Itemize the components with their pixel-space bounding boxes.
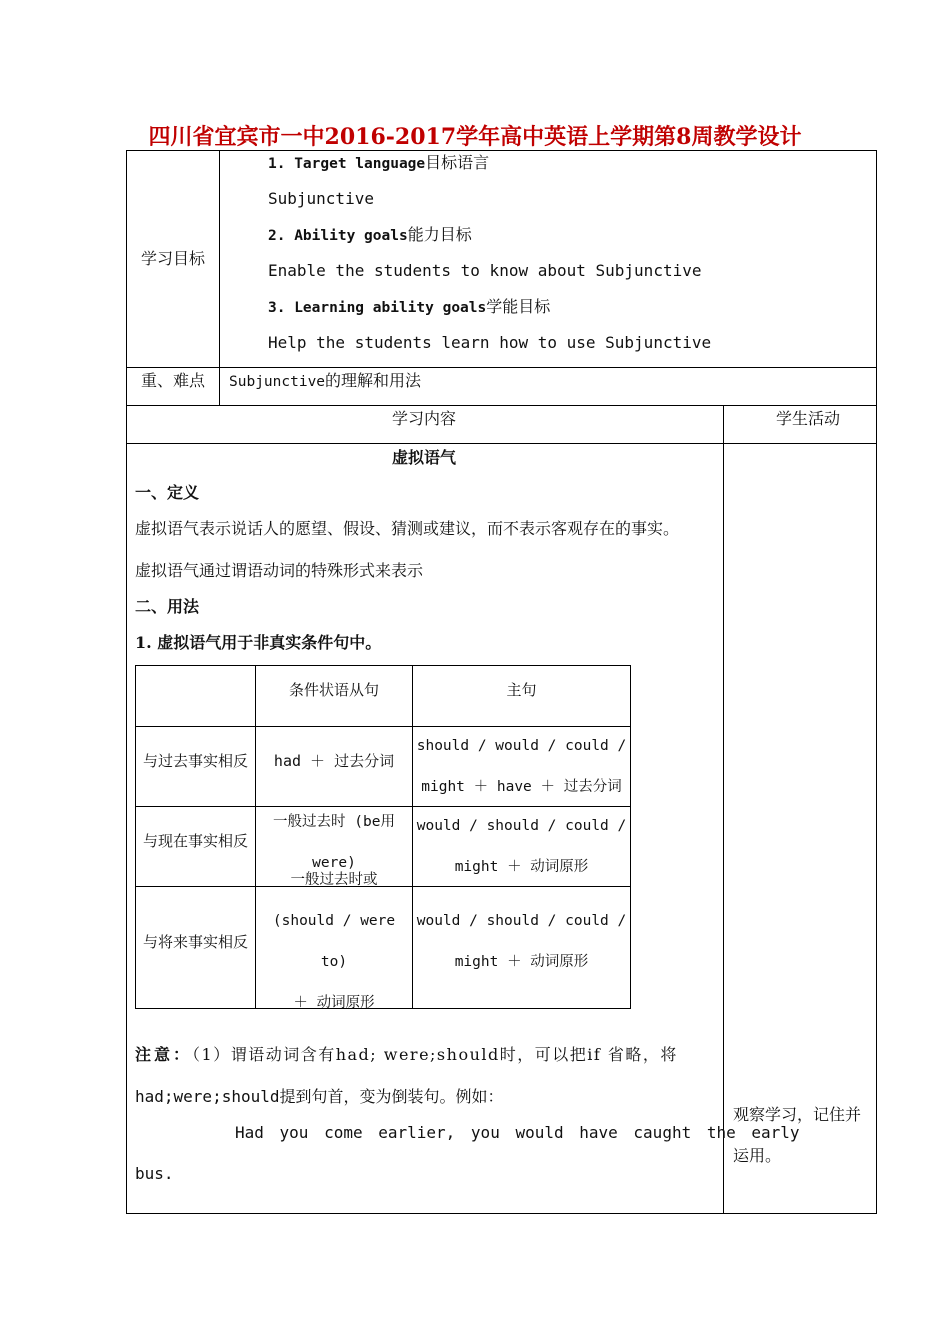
content-header: 学习内容 [392, 409, 457, 428]
content-topic: 虚拟语气 [392, 448, 457, 467]
objective-1-heading [268, 153, 489, 174]
table-row-main [413, 807, 630, 886]
objective-3-heading-en: 3. Learning ability goals [268, 300, 487, 316]
table-row-main-line: might ＋ have ＋ 过去分词 [421, 778, 622, 795]
table-row-cond-line: were) [312, 855, 356, 871]
row-divider-3 [126, 443, 877, 444]
objective-1-text: Subjunctive [268, 189, 374, 208]
usage-1: 1. 虚拟语气用于非真实条件句中。 [135, 633, 382, 652]
keypoints-text [229, 371, 421, 392]
table-row-cond-line: 一般过去时 (be用 [273, 814, 395, 830]
objective-3-heading-cn: 学能目标 [486, 297, 551, 316]
example-line-2: bus. [135, 1164, 174, 1183]
table-row-label: 与过去事实相反 [142, 751, 248, 770]
section-definition: 一、定义 [135, 483, 200, 502]
note-label: 注意： [135, 1045, 193, 1064]
objective-2-heading [268, 225, 472, 246]
objective-1-heading-cn: 目标语言 [425, 153, 490, 172]
row-divider-2 [126, 405, 877, 406]
objective-1-heading-en: 1. Target language [268, 156, 426, 172]
activity-header: 学生活动 [776, 409, 841, 428]
note-line-1 [135, 1045, 678, 1065]
section-usage: 二、用法 [135, 597, 200, 616]
table-row-cond-line: 一般过去时或 [290, 872, 378, 888]
table-row-main-line: might ＋ 动词原形 [454, 954, 589, 970]
activity-line-1: 观察学习，记住并 [733, 1105, 862, 1124]
objective-2-heading-cn: 能力目标 [407, 225, 472, 244]
table-row-main-line: would / should / could / [416, 817, 627, 834]
objective-2-text: Enable the students to know about Subjunctive [268, 261, 702, 280]
document-title: 四川省宜宾市一中2016-2017学年高中英语上学期第8周教学设计 [148, 124, 802, 150]
table-row-cond-line: (should / were to) [272, 913, 396, 970]
table-row-main-line: might ＋ 动词原形 [454, 858, 589, 875]
table-row-cond: had ＋ 过去分词 [273, 751, 395, 770]
note-line-2: had;were;should提到句首，变为倒装句。例如： [135, 1087, 504, 1106]
definition-line-2: 虚拟语气通过谓语动词的特殊形式来表示 [135, 561, 424, 580]
keypoints-label: 重、难点 [141, 371, 206, 390]
objective-3-heading [268, 297, 550, 318]
row-divider-1 [126, 367, 877, 368]
table-row-main [413, 887, 630, 997]
example-line-1: Had you come earlier, you would have caught the early [235, 1123, 800, 1142]
objective-3-text: Help the students learn how to use Subjunctive [268, 333, 712, 352]
table-row-label: 与现在事实相反 [142, 831, 248, 850]
cond-header-main: 主句 [506, 680, 537, 699]
note-text-1: （1）谓语动词含有had; were;should时，可以把if 省略，将 [192, 1045, 678, 1064]
table-row-main [413, 727, 630, 806]
objective-2-heading-en: 2. Ability goals [268, 228, 408, 244]
objectives-label: 学习目标 [141, 249, 206, 268]
col-divider-activity [723, 405, 724, 1214]
activity-line-2: 运用。 [733, 1146, 782, 1165]
keypoints-text-cn: 的理解和用法 [325, 371, 422, 390]
table-row-cond-line: ＋ 动词原形 [293, 995, 375, 1011]
definition-line-1: 虚拟语气表示说话人的愿望、假设、猜测或建议，而不表示客观存在的事实。 [135, 519, 680, 538]
table-row-label: 与将来事实相反 [142, 932, 248, 951]
table-row-cond [256, 872, 412, 1011]
keypoints-text-en: Subjunctive [229, 374, 326, 390]
table-row-main-line: should / would / could / [416, 737, 627, 754]
table-row-main-line: would / should / could / [416, 913, 627, 929]
cond-header-clause: 条件状语从句 [288, 680, 379, 699]
